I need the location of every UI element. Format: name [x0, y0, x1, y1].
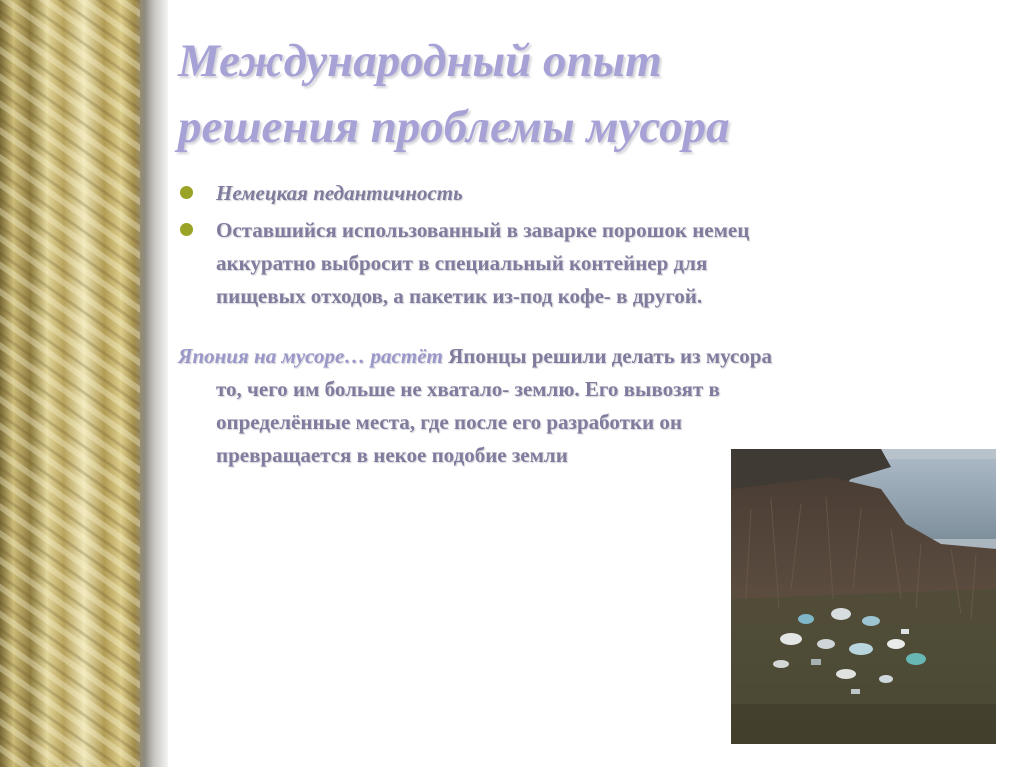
paragraph-line: то, чего им больше не хватало- землю. Его вывозят в	[216, 377, 720, 401]
bullet-dot-icon	[180, 186, 193, 199]
paragraph-first-line-rest: Японцы решили делать из мусора	[442, 344, 772, 368]
paragraph-lead: Япония на мусоре… растёт	[178, 344, 443, 368]
bullet-item	[178, 178, 958, 208]
bullet-dot-icon	[180, 223, 193, 236]
bullet-text	[216, 214, 958, 313]
bullet-text: Немецкая педантичность	[216, 181, 463, 205]
bullet-list	[178, 178, 958, 319]
paragraph-line: определённые места, где после его разработки он	[216, 410, 682, 434]
bullet-item	[178, 214, 958, 313]
decorative-side-strip	[0, 0, 168, 767]
bullet-text-line: пищевых отходов, а пакетик из-под кофе- в другой.	[216, 284, 703, 308]
paragraph-first-line	[178, 340, 1008, 373]
landfill-photo	[731, 449, 996, 744]
title-line-1: Международный опыт	[178, 35, 662, 87]
slide-title	[178, 28, 998, 160]
paragraph-line: превращается в некое подобие земли	[216, 443, 568, 467]
bullet-text-line: Оставшийся использованный в заварке порошок немец	[216, 218, 750, 242]
bullet-text-line: аккуратно выбросит в специальный контейнер для	[216, 251, 708, 275]
title-line-2: решения проблемы мусора	[178, 101, 730, 153]
